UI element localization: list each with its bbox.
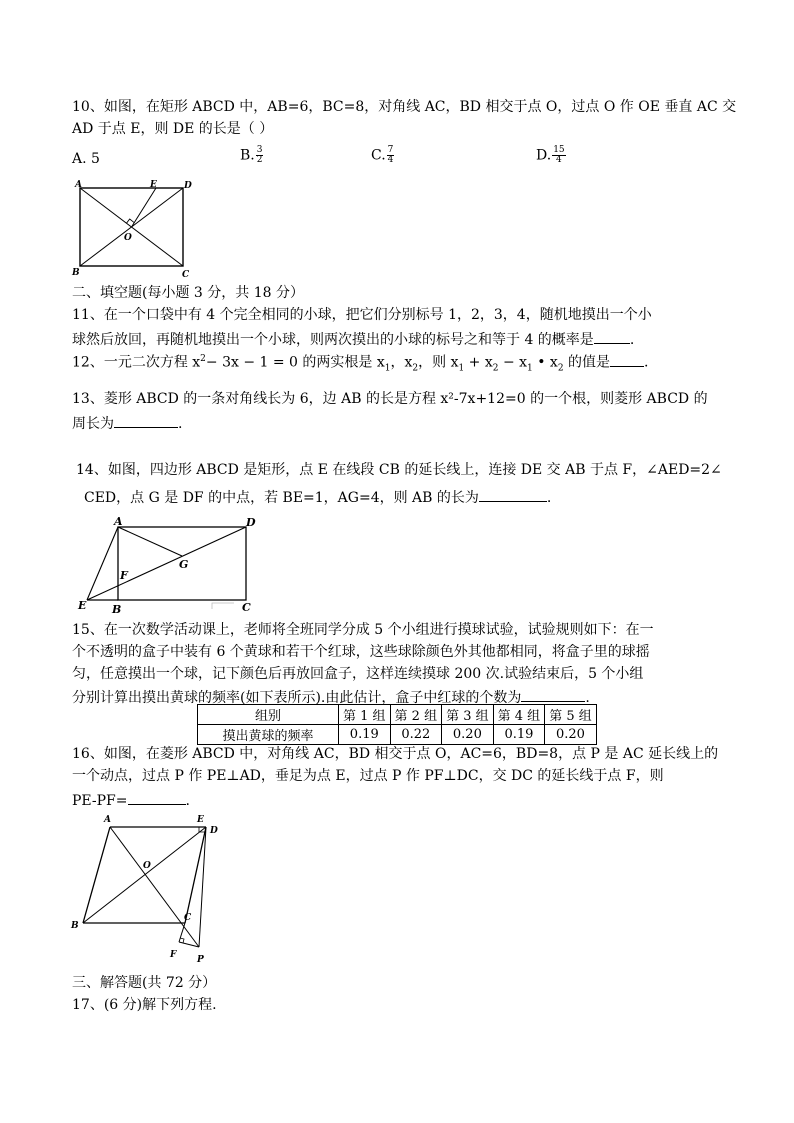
q14-end: . [546, 490, 552, 506]
q12-sub-4: 2 [492, 363, 499, 374]
fraction-numerator: 15 [553, 145, 565, 155]
q15-line-1: 15、在一次数学活动课上，老师将全班同学分成 5 个小组进行摸球试验，试验规则如下：在一 [72, 622, 654, 638]
q14-rectangle-figure [74, 512, 264, 616]
q10-rectangle-figure [68, 178, 198, 280]
option-d-prefix: D. [536, 147, 552, 164]
q12-sub-3: 1 [458, 363, 465, 374]
q15-text: 分别计算出摸出黄球的频率(如下表所示).由此估计，盒子中红球的个数为 [72, 690, 522, 706]
option-d-fraction [552, 146, 565, 165]
q10-option-d [536, 146, 566, 165]
q10-line-1: 10、如图，在矩形 ABCD 中，AB=6，BC=8，对角线 AC，BD 相交于点 O，过点 O 作 OE 垂直 AC 交 [72, 99, 737, 115]
q16-line-3 [72, 790, 190, 810]
label-a: A [114, 515, 123, 528]
q12-text-4: ，则 x [418, 354, 459, 371]
q12-text-8: 的值是 [563, 354, 611, 371]
label-c: C [242, 601, 251, 614]
section-2-title: 二、填空题(每小题 3 分，共 18 分） [72, 285, 304, 301]
answer-blank[interactable] [479, 487, 547, 502]
q12-text-1: 12、一元二次方程 x [72, 354, 201, 371]
table-header-cell: 第 1 组 [339, 705, 391, 725]
option-b-fraction [256, 146, 264, 165]
q16-text: PE-PF= [72, 793, 128, 809]
label-a: A [104, 815, 111, 825]
q16-line-2: 一个动点，过点 P 作 PE⊥AD，垂足为点 E，过点 P 作 PF⊥DC，交 DC 的延长线于点 F，则 [72, 768, 664, 784]
segment-ae [87, 527, 118, 600]
label-o: O [143, 861, 151, 871]
q14-text: CED，点 G 是 DF 的中点，若 BE=1，AG=4，则 AB 的长为 [84, 490, 479, 506]
table-header-cell: 第 2 组 [390, 705, 442, 725]
q11-line-1: 11、在一个口袋中有 4 个完全相同的小球，把它们分别标号 1，2，3，4，随机地摸出一个小 [72, 307, 652, 323]
q16-line-1: 16、如图，在菱形 ABCD 中，对角线 AC，BD 相交于点 O，AC=6，BD=8，点 P 是 AC 延长线上的 [72, 746, 719, 762]
fraction-denominator: 2 [256, 155, 263, 165]
label-e: E [150, 180, 157, 190]
q13-line-2 [72, 413, 182, 433]
segment-oe [132, 188, 157, 227]
q13-end: . [178, 416, 183, 432]
q13-text: 周长为 [72, 416, 114, 432]
table-cell: 0.19 [493, 725, 545, 745]
q16-rhombus-figure [66, 810, 236, 968]
label-a: A [75, 180, 82, 190]
table-cell: 0.19 [339, 725, 391, 745]
table-row [198, 725, 597, 745]
table-header-cell: 第 5 组 [545, 705, 597, 725]
fraction-denominator: 4 [387, 155, 394, 165]
table-cell: 0.20 [545, 725, 597, 745]
q12-text-7: • x [532, 354, 558, 371]
segment-ag [118, 527, 182, 556]
q12-text-6: − x [498, 354, 528, 371]
q15-line-3: 匀，任意摸出一个球，记下颜色后再放回盒子，这样连续摸球 200 次.试验结束后，5 个小组 [72, 666, 644, 682]
answer-blank[interactable] [114, 413, 178, 428]
table-header-cell: 第 3 组 [442, 705, 494, 725]
q12-text-3: ，x [390, 354, 413, 371]
q12-text-5: + x [464, 354, 493, 371]
q10-line-2: AD 于点 E，则 DE 的长是（ ） [72, 121, 274, 137]
table-header-row [198, 705, 597, 725]
q12-sub-6: 2 [557, 363, 564, 374]
fraction-denominator: 4 [556, 155, 562, 165]
q10-option-b [240, 146, 263, 165]
option-c-prefix: C. [371, 147, 386, 164]
label-d: D [246, 516, 256, 529]
q13-line-1: 13、菱形 ABCD 的一条对角线长为 6，边 AB 的长是方程 x²-7x+12=0 的一个根，则菱形 ABCD 的 [72, 391, 708, 407]
fraction-numerator: 3 [256, 145, 263, 155]
q10-option-c [371, 146, 394, 165]
q11-end: . [629, 332, 635, 348]
q15-end: . [585, 690, 590, 706]
answer-blank[interactable] [128, 790, 186, 805]
q11-line-2 [72, 329, 634, 349]
label-c: C [182, 270, 190, 280]
label-o: O [124, 233, 132, 243]
q12-line [72, 350, 648, 377]
q12-sub-2: 2 [412, 363, 419, 374]
label-d: D [210, 826, 218, 836]
label-p: P [197, 955, 204, 965]
q12-sub-1: 1 [384, 363, 391, 374]
section-3-title: 三、解答题(共 72 分） [72, 975, 217, 991]
label-f: F [170, 950, 177, 960]
q14-line-2 [84, 487, 551, 507]
table-row-label: 摸出黄球的频率 [198, 725, 339, 745]
answer-blank[interactable] [521, 687, 585, 702]
table-header-cell: 组别 [198, 705, 339, 725]
fraction-numerator: 7 [387, 145, 394, 155]
right-angle-mark [127, 219, 135, 223]
label-e: E [78, 599, 87, 612]
corner-mark [212, 603, 234, 609]
segment-de [87, 527, 246, 600]
answer-blank[interactable] [610, 352, 644, 367]
q12-superscript: 2 [200, 354, 206, 364]
q10-option-a: A. 5 [72, 151, 100, 167]
option-b-prefix: B. [240, 147, 255, 164]
frequency-table [197, 704, 597, 745]
label-g: G [179, 558, 189, 571]
q11-text: 球然后放回，再随机地摸出一个小球，则两次摸出的小球的标号之和等于 4 的概率是 [72, 332, 594, 348]
label-b: B [112, 603, 122, 616]
table-cell: 0.22 [390, 725, 442, 745]
label-b: B [71, 921, 79, 931]
label-c: C [184, 913, 192, 923]
q15-line-2: 个不透明的盒子中装有 6 个黄球和若干个红球，这些球除颜色外其他都相同，将盒子里的球摇 [72, 644, 650, 660]
q12-sub-5: 1 [527, 363, 533, 374]
q16-end: . [185, 793, 190, 809]
side-ab [83, 827, 110, 923]
q14-line-1: 14、如图，四边形 ABCD 是矩形，点 E 在线段 CB 的延长线上，连接 DE 交 AB 于点 F，∠AED=2∠ [76, 462, 722, 478]
answer-blank[interactable] [594, 329, 630, 344]
label-b: B [72, 268, 80, 278]
diagonal-ap [110, 827, 199, 947]
option-c-fraction [387, 146, 395, 165]
label-e: E [197, 815, 204, 825]
label-f: F [120, 569, 128, 582]
table-header-cell: 第 4 组 [493, 705, 545, 725]
q12-text-2: − 3x − 1 = 0 的两实根是 x [205, 354, 385, 371]
table-cell: 0.20 [442, 725, 494, 745]
label-d: D [184, 181, 192, 191]
q17-line-1: 17、(6 分)解下列方程. [72, 997, 217, 1013]
q12-end: . [644, 354, 649, 371]
